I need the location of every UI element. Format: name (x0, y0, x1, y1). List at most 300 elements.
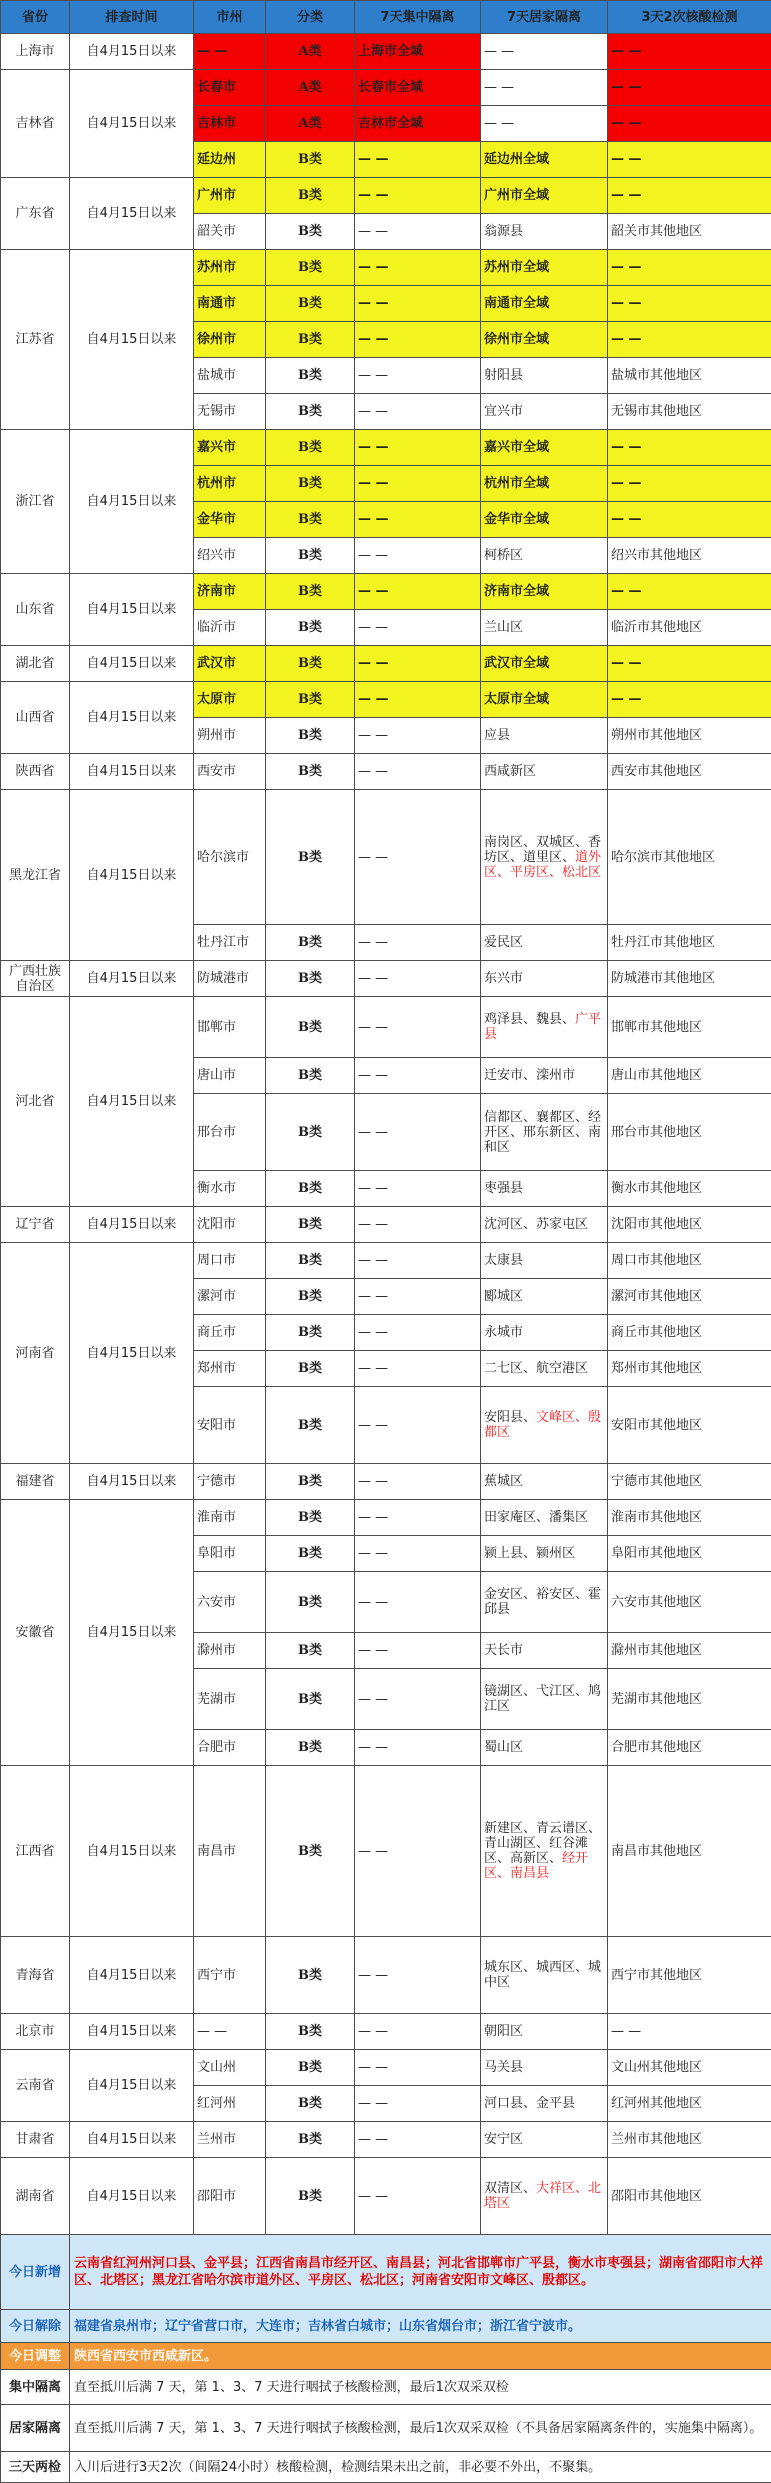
central-quarantine-cell: — — (355, 925, 481, 961)
central-quarantine-cell: — — (355, 997, 481, 1058)
testing-cell: 盐城市其他地区 (608, 358, 771, 394)
header-city: 市州 (194, 1, 266, 34)
category-cell: B类 (266, 1279, 355, 1315)
home-quarantine-cell: 太康县 (481, 1243, 608, 1279)
home-quarantine-cell: 朝阳区 (481, 2014, 608, 2050)
notice-label-central: 集中隔离 (1, 2370, 70, 2405)
central-quarantine-cell: — — (355, 214, 481, 250)
home-quarantine-cell: 郾城区 (481, 1279, 608, 1315)
central-quarantine-cell: — — (355, 1094, 481, 1171)
city-cell: 吉林市 (194, 106, 266, 142)
table-row (1, 2050, 771, 2086)
central-quarantine-cell: — — (355, 754, 481, 790)
category-cell: B类 (266, 1058, 355, 1094)
city-cell: 周口市 (194, 1243, 266, 1279)
time-cell: 自4月15日以来 (70, 178, 194, 250)
province-cell: 浙江省 (1, 430, 70, 574)
central-quarantine-cell: — — (355, 574, 481, 610)
city-cell: 长春市 (194, 70, 266, 106)
home-quarantine-cell: 苏州市全域 (481, 250, 608, 286)
notice-text-test: 入川后进行3天2次（间隔24小时）核酸检测，检测结果未出之前，非必要不外出，不聚集。 (70, 2452, 771, 2483)
province-cell: 福建省 (1, 1464, 70, 1500)
central-quarantine-cell: — — (355, 286, 481, 322)
province-cell: 陕西省 (1, 754, 70, 790)
central-quarantine-cell: — — (355, 250, 481, 286)
category-cell: B类 (266, 1633, 355, 1669)
city-cell: 徐州市 (194, 322, 266, 358)
notice-text-remove (70, 2310, 771, 2343)
table-row (1, 250, 771, 286)
table-body (1, 34, 771, 2235)
province-cell: 江苏省 (1, 250, 70, 430)
city-cell: 哈尔滨市 (194, 790, 266, 925)
home-quarantine-cell: 射阳县 (481, 358, 608, 394)
city-cell: 临沂市 (194, 610, 266, 646)
province-cell: 湖南省 (1, 2158, 70, 2235)
home-area-new-text: 大祥区、北塔区 (484, 2181, 601, 2211)
notice-adjust-text: 陕西省西安市西咸新区。 (74, 2349, 217, 2364)
table-row (1, 430, 771, 466)
table-row (1, 574, 771, 610)
province-cell: 黑龙江省 (1, 790, 70, 961)
time-cell: 自4月15日以来 (70, 682, 194, 754)
central-quarantine-cell: — — (355, 322, 481, 358)
header-row (1, 1, 771, 34)
city-cell: 韶关市 (194, 214, 266, 250)
home-quarantine-cell: 太原市全域 (481, 682, 608, 718)
category-cell: B类 (266, 790, 355, 925)
home-quarantine-cell: 宜兴市 (481, 394, 608, 430)
home-area-text: 安阳县、 (484, 1410, 536, 1425)
city-cell: — — (194, 34, 266, 70)
notice-text-adjust (70, 2343, 771, 2370)
city-cell: 绍兴市 (194, 538, 266, 574)
central-quarantine-cell: — — (355, 610, 481, 646)
central-quarantine-cell: — — (355, 2158, 481, 2235)
home-quarantine-cell: 永城市 (481, 1315, 608, 1351)
testing-cell: — — (608, 322, 771, 358)
province-cell: 山西省 (1, 682, 70, 754)
time-cell: 自4月15日以来 (70, 2122, 194, 2158)
city-cell: 金华市 (194, 502, 266, 538)
central-quarantine-cell: — — (355, 2086, 481, 2122)
category-cell: B类 (266, 1351, 355, 1387)
province-cell: 青海省 (1, 1937, 70, 2014)
notice-new-text: 云南省红河州河口县、金平县；江西省南昌市经开区、南昌县；河北省邯郸市广平县，衡水市枣强县；湖南省邵阳市大祥区、北塔区；黑龙江省哈尔滨市道外区、平房区、松北区；河南省安阳市文峰区、殷都区。 (74, 2256, 763, 2288)
city-cell: 淮南市 (194, 1500, 266, 1536)
province-cell: 上海市 (1, 34, 70, 70)
notice-row-test (1, 2452, 771, 2483)
table-row (1, 178, 771, 214)
category-cell: B类 (266, 718, 355, 754)
table-row (1, 34, 771, 70)
testing-cell: 韶关市其他地区 (608, 214, 771, 250)
province-cell: 湖北省 (1, 646, 70, 682)
time-cell: 自4月15日以来 (70, 2050, 194, 2122)
notice-row-adjust (1, 2343, 771, 2370)
category-cell: B类 (266, 2158, 355, 2235)
central-quarantine-cell: — — (355, 358, 481, 394)
notice-text-new (70, 2235, 771, 2310)
home-quarantine-cell: 镜湖区、弋江区、鸠江区 (481, 1669, 608, 1730)
home-area-text: 南岗区、双城区、香坊区、道里区、 (484, 835, 601, 865)
province-cell: 河南省 (1, 1243, 70, 1464)
testing-cell: 绍兴市其他地区 (608, 538, 771, 574)
home-quarantine-cell: 河口县、金平县 (481, 2086, 608, 2122)
category-cell: A类 (266, 34, 355, 70)
category-cell: B类 (266, 430, 355, 466)
testing-cell: 周口市其他地区 (608, 1243, 771, 1279)
home-quarantine-cell: — — (481, 106, 608, 142)
testing-cell: — — (608, 34, 771, 70)
city-cell: 邢台市 (194, 1094, 266, 1171)
testing-cell: — — (608, 142, 771, 178)
city-cell: 南通市 (194, 286, 266, 322)
category-cell: B类 (266, 466, 355, 502)
home-quarantine-cell (481, 2158, 608, 2235)
time-cell: 自4月15日以来 (70, 2014, 194, 2050)
category-cell: B类 (266, 1572, 355, 1633)
category-cell: B类 (266, 2050, 355, 2086)
city-cell: 嘉兴市 (194, 430, 266, 466)
city-cell: 太原市 (194, 682, 266, 718)
home-quarantine-cell (481, 1387, 608, 1464)
category-cell: A类 (266, 70, 355, 106)
home-area-new-text: 经开区、南昌县 (484, 1851, 588, 1881)
category-cell: B类 (266, 610, 355, 646)
city-cell: 无锡市 (194, 394, 266, 430)
central-quarantine-cell: — — (355, 1669, 481, 1730)
city-cell: 济南市 (194, 574, 266, 610)
city-cell: 漯河市 (194, 1279, 266, 1315)
notice-label-test: 三天两检 (1, 2452, 70, 2483)
category-cell: B类 (266, 1315, 355, 1351)
city-cell: 安阳市 (194, 1387, 266, 1464)
testing-cell: 商丘市其他地区 (608, 1315, 771, 1351)
testing-cell: 南昌市其他地区 (608, 1766, 771, 1937)
central-quarantine-cell: 上海市全域 (355, 34, 481, 70)
table-row (1, 1464, 771, 1500)
home-quarantine-cell: 迁安市、滦州市 (481, 1058, 608, 1094)
testing-cell: 红河州其他地区 (608, 2086, 771, 2122)
city-cell: 延边州 (194, 142, 266, 178)
home-quarantine-cell: 沈河区、苏家屯区 (481, 1207, 608, 1243)
central-quarantine-cell: 长春市全域 (355, 70, 481, 106)
category-cell: A类 (266, 106, 355, 142)
testing-cell: 淮南市其他地区 (608, 1500, 771, 1536)
home-quarantine-cell: 枣强县 (481, 1171, 608, 1207)
notice-row-new (1, 2235, 771, 2310)
testing-cell: 六安市其他地区 (608, 1572, 771, 1633)
time-cell: 自4月15日以来 (70, 250, 194, 430)
category-cell: B类 (266, 1171, 355, 1207)
category-cell: B类 (266, 394, 355, 430)
table-row (1, 790, 771, 925)
city-cell: 六安市 (194, 1572, 266, 1633)
testing-cell: — — (608, 502, 771, 538)
province-cell: 江西省 (1, 1766, 70, 1937)
testing-cell: 邵阳市其他地区 (608, 2158, 771, 2235)
central-quarantine-cell: — — (355, 1387, 481, 1464)
home-area-new-text: 文峰区、殷都区 (484, 1410, 601, 1440)
city-cell: 武汉市 (194, 646, 266, 682)
testing-cell: 郑州市其他地区 (608, 1351, 771, 1387)
category-cell: B类 (266, 1243, 355, 1279)
category-cell: B类 (266, 1500, 355, 1536)
header-home-quarantine: 7天居家隔离 (481, 1, 608, 34)
category-cell: B类 (266, 754, 355, 790)
notice-section (1, 2235, 771, 2483)
table-row (1, 2122, 771, 2158)
category-cell: B类 (266, 214, 355, 250)
home-area-text: 双清区、 (484, 2181, 536, 2196)
table-row (1, 961, 771, 997)
home-quarantine-cell: 二七区、航空港区 (481, 1351, 608, 1387)
notice-text-central: 直至抵川后满 7 天，第 1、3、7 天进行咽拭子核酸检测，最后1次双采双检 (70, 2370, 771, 2405)
home-quarantine-cell: 延边州全域 (481, 142, 608, 178)
category-cell: B类 (266, 1387, 355, 1464)
testing-cell: — — (608, 430, 771, 466)
notice-label-new-text: 今日新增 (9, 2265, 61, 2280)
home-quarantine-cell: 蜀山区 (481, 1730, 608, 1766)
central-quarantine-cell: 吉林市全域 (355, 106, 481, 142)
notice-label-remove-text: 今日解除 (9, 2319, 61, 2334)
home-quarantine-cell: 翁源县 (481, 214, 608, 250)
category-cell: B类 (266, 1730, 355, 1766)
testing-cell: — — (608, 178, 771, 214)
city-cell: 朔州市 (194, 718, 266, 754)
category-cell: B类 (266, 1766, 355, 1937)
category-cell: B类 (266, 286, 355, 322)
home-quarantine-cell: 金安区、裕安区、霍邱县 (481, 1572, 608, 1633)
city-cell: 商丘市 (194, 1315, 266, 1351)
city-cell: 邵阳市 (194, 2158, 266, 2235)
central-quarantine-cell: — — (355, 1243, 481, 1279)
table-row (1, 70, 771, 106)
home-quarantine-cell: 金华市全域 (481, 502, 608, 538)
time-cell: 自4月15日以来 (70, 1464, 194, 1500)
category-cell: B类 (266, 1536, 355, 1572)
city-cell: 邯郸市 (194, 997, 266, 1058)
category-cell: B类 (266, 178, 355, 214)
central-quarantine-cell: — — (355, 790, 481, 925)
notice-label-home: 居家隔离 (1, 2405, 70, 2452)
province-cell: 广东省 (1, 178, 70, 250)
testing-cell: 漯河市其他地区 (608, 1279, 771, 1315)
central-quarantine-cell: — — (355, 1572, 481, 1633)
time-cell: 自4月15日以来 (70, 574, 194, 646)
home-area-text: 新建区、青云谱区、青山湖区、红谷滩区、高新区、 (484, 1821, 601, 1866)
home-quarantine-cell: 蕉城区 (481, 1464, 608, 1500)
testing-cell: — — (608, 2014, 771, 2050)
home-area-text: 鸡泽县、魏县、 (484, 1012, 575, 1027)
home-quarantine-cell: 安宁区 (481, 2122, 608, 2158)
table-row (1, 2158, 771, 2235)
table-row (1, 2014, 771, 2050)
city-cell: 文山州 (194, 2050, 266, 2086)
central-quarantine-cell: — — (355, 466, 481, 502)
table-row (1, 754, 771, 790)
testing-cell: 阜阳市其他地区 (608, 1536, 771, 1572)
central-quarantine-cell: — — (355, 1730, 481, 1766)
time-cell: 自4月15日以来 (70, 34, 194, 70)
home-quarantine-cell (481, 790, 608, 925)
central-quarantine-cell: — — (355, 718, 481, 754)
province-cell: 安徽省 (1, 1500, 70, 1766)
city-cell: 宁德市 (194, 1464, 266, 1500)
home-area-new-text: 道外区、平房区、松北区 (484, 850, 601, 880)
home-quarantine-cell: 嘉兴市全域 (481, 430, 608, 466)
table-row (1, 997, 771, 1058)
time-cell: 自4月15日以来 (70, 997, 194, 1207)
testing-cell: 哈尔滨市其他地区 (608, 790, 771, 925)
table-row (1, 1207, 771, 1243)
city-cell: 牡丹江市 (194, 925, 266, 961)
home-quarantine-cell (481, 997, 608, 1058)
time-cell: 自4月15日以来 (70, 754, 194, 790)
time-cell: 自4月15日以来 (70, 646, 194, 682)
notice-label-remove (1, 2310, 70, 2343)
city-cell: 滁州市 (194, 1633, 266, 1669)
central-quarantine-cell: — — (355, 961, 481, 997)
central-quarantine-cell: — — (355, 2050, 481, 2086)
city-cell: — — (194, 2014, 266, 2050)
central-quarantine-cell: — — (355, 502, 481, 538)
province-cell: 云南省 (1, 2050, 70, 2122)
time-cell: 自4月15日以来 (70, 1766, 194, 1937)
time-cell: 自4月15日以来 (70, 1500, 194, 1766)
category-cell: B类 (266, 1669, 355, 1730)
province-cell: 甘肃省 (1, 2122, 70, 2158)
testing-cell: 合肥市其他地区 (608, 1730, 771, 1766)
central-quarantine-cell: — — (355, 178, 481, 214)
category-cell: B类 (266, 925, 355, 961)
central-quarantine-cell: — — (355, 394, 481, 430)
home-quarantine-cell: 信都区、襄都区、经开区、邢东新区、南和区 (481, 1094, 608, 1171)
category-cell: B类 (266, 682, 355, 718)
city-cell: 沈阳市 (194, 1207, 266, 1243)
category-cell: B类 (266, 2122, 355, 2158)
header-testing: 3天2次核酸检测 (608, 1, 771, 34)
home-area-new-text: 广平县 (484, 1012, 601, 1042)
testing-cell: 牡丹江市其他地区 (608, 925, 771, 961)
city-cell: 盐城市 (194, 358, 266, 394)
time-cell: 自4月15日以来 (70, 961, 194, 997)
home-quarantine-cell: 徐州市全域 (481, 322, 608, 358)
home-quarantine-cell: 田家庵区、潘集区 (481, 1500, 608, 1536)
city-cell: 唐山市 (194, 1058, 266, 1094)
city-cell: 阜阳市 (194, 1536, 266, 1572)
city-cell: 红河州 (194, 2086, 266, 2122)
central-quarantine-cell: — — (355, 1279, 481, 1315)
home-quarantine-cell: 广州市全域 (481, 178, 608, 214)
category-cell: B类 (266, 142, 355, 178)
central-quarantine-cell: — — (355, 142, 481, 178)
notice-text-home: 直至抵川后满 7 天，第 1、3、7 天进行咽拭子核酸检测，最后1次双采双检（不具备居家隔离条件的，实施集中隔离）。 (70, 2405, 771, 2452)
home-quarantine-cell: 武汉市全域 (481, 646, 608, 682)
home-quarantine-cell: 天长市 (481, 1633, 608, 1669)
city-cell: 南昌市 (194, 1766, 266, 1937)
testing-cell: 唐山市其他地区 (608, 1058, 771, 1094)
province-cell: 山东省 (1, 574, 70, 646)
central-quarantine-cell: — — (355, 2014, 481, 2050)
central-quarantine-cell: — — (355, 682, 481, 718)
city-cell: 合肥市 (194, 1730, 266, 1766)
home-quarantine-cell: 爱民区 (481, 925, 608, 961)
home-quarantine-cell: 西咸新区 (481, 754, 608, 790)
category-cell: B类 (266, 538, 355, 574)
testing-cell: — — (608, 466, 771, 502)
testing-cell: 西安市其他地区 (608, 754, 771, 790)
testing-cell: 邢台市其他地区 (608, 1094, 771, 1171)
category-cell: B类 (266, 358, 355, 394)
home-quarantine-cell: 济南市全域 (481, 574, 608, 610)
home-quarantine-cell: 颍上县、颍州区 (481, 1536, 608, 1572)
header-time: 排查时间 (70, 1, 194, 34)
category-cell: B类 (266, 1094, 355, 1171)
testing-cell: 防城港市其他地区 (608, 961, 771, 997)
category-cell: B类 (266, 322, 355, 358)
notice-row-home (1, 2405, 771, 2452)
category-cell: B类 (266, 250, 355, 286)
header-category: 分类 (266, 1, 355, 34)
central-quarantine-cell: — — (355, 1536, 481, 1572)
time-cell: 自4月15日以来 (70, 1207, 194, 1243)
notice-label-adjust (1, 2343, 70, 2370)
testing-cell: 兰州市其他地区 (608, 2122, 771, 2158)
home-quarantine-cell: 马关县 (481, 2050, 608, 2086)
table-row (1, 682, 771, 718)
testing-cell: 衡水市其他地区 (608, 1171, 771, 1207)
home-quarantine-cell: — — (481, 34, 608, 70)
home-quarantine-cell: 南通市全域 (481, 286, 608, 322)
central-quarantine-cell: — — (355, 1171, 481, 1207)
central-quarantine-cell: — — (355, 1464, 481, 1500)
city-cell: 苏州市 (194, 250, 266, 286)
header-central-quarantine: 7天集中隔离 (355, 1, 481, 34)
header-province: 省份 (1, 1, 70, 34)
testing-cell: 无锡市其他地区 (608, 394, 771, 430)
testing-cell: — — (608, 106, 771, 142)
city-cell: 兰州市 (194, 2122, 266, 2158)
notice-label-adjust-text: 今日调整 (9, 2349, 61, 2364)
home-quarantine-cell: — — (481, 70, 608, 106)
time-cell: 自4月15日以来 (70, 2158, 194, 2235)
testing-cell: 邯郸市其他地区 (608, 997, 771, 1058)
testing-cell: — — (608, 250, 771, 286)
table-row (1, 1766, 771, 1937)
central-quarantine-cell: — — (355, 1207, 481, 1243)
category-cell: B类 (266, 502, 355, 538)
home-quarantine-cell (481, 1766, 608, 1937)
central-quarantine-cell: — — (355, 538, 481, 574)
testing-cell: — — (608, 646, 771, 682)
central-quarantine-cell: — — (355, 646, 481, 682)
notice-row-central (1, 2370, 771, 2405)
table-row (1, 1937, 771, 2014)
province-cell: 广西壮族自治区 (1, 961, 70, 997)
category-cell: B类 (266, 997, 355, 1058)
time-cell: 自4月15日以来 (70, 1243, 194, 1464)
table-row (1, 646, 771, 682)
central-quarantine-cell: — — (355, 1766, 481, 1937)
notice-row-remove (1, 2310, 771, 2343)
testing-cell: — — (608, 70, 771, 106)
home-quarantine-cell: 应县 (481, 718, 608, 754)
category-cell: B类 (266, 1937, 355, 2014)
category-cell: B类 (266, 574, 355, 610)
testing-cell: 安阳市其他地区 (608, 1387, 771, 1464)
